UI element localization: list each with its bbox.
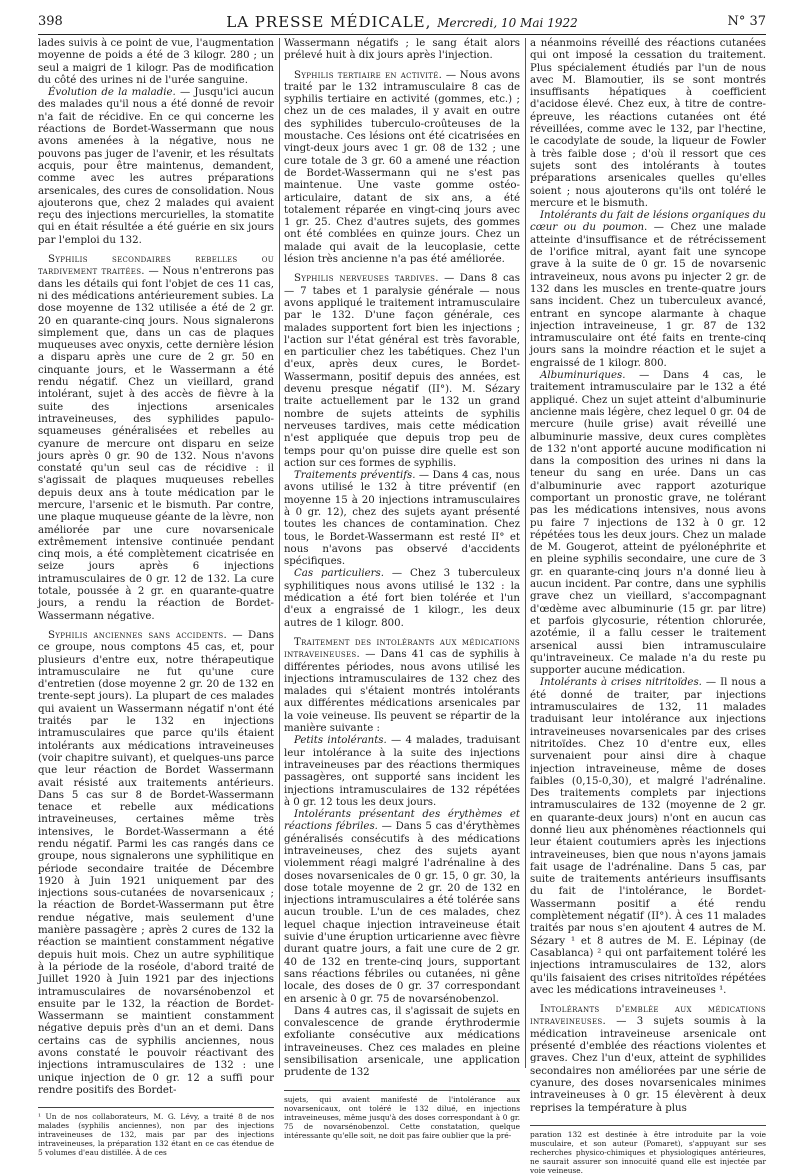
section-heading: Traitement des intolérants aux médications intraveineuses.: [284, 636, 520, 661]
section-heading: Syphilis anciennes sans accidents.: [48, 629, 228, 641]
section-heading: Traitements préventifs.: [294, 470, 416, 482]
paragraph: Cas particuliers. — Chez 3 tuberculeux syphilitiques nous avons utilisé le 132 : la médication a été fort bien tolérée et l'un d'eux a engraissé de 1 kilogr., les deux autres de 1 kilogr. 800.: [284, 568, 520, 629]
paragraph: Syphilis anciennes sans accidents. — Dans ce groupe, nous comptons 45 cas, et, pour plusieurs d'entre eux, notre thérapeutique intramusculaire ne fut qu'une cure d'entretien (dose moyenne 2 gr. 20 de 132 en trente-sept jours). La plupart de ces malades qui avaient un Wassermann négatif n'ont été traités par le 132 en injections intramusculaires que parce qu'ils étaient intolérants aux médications intraveineuses (voir chapitre suivant), et quelques-uns parce que leur réaction de Bordet Wassermann avait résisté aux traitements antérieurs. Dans 5 cas sur 8 de Bordet-Wassermann tenace et rebelle aux médications intraveineuses, certaines même très intensives, le Bordet-Wassermann a été rendu négatif. Parmi les cas rangés dans ce groupe, nous signalerons une syphilitique en période secondaire traitée de Décembre 1920 à Juin 1921 uniquement par des injections sous-cutanées de novarsenicaux ; la réaction de Bordet-Wassermann put être rendue négative, mais seulement d'une manière passagère ; après 2 cures de 132 la réaction se maintient constamment négative depuis huit mois. Chez un autre syphilitique à la période de la roséole, d'abord traité de Juillet 1920 à Juin 1921 par des injections intramusculaires de novarsénobenzol et ensuite par le 132, la réaction de Bordet-Wassermann se maintient constamment négative depuis près d'un an et demi. Dans certains cas de syphilis anciennes, nous avons constaté le pouvoir réactivant des injections intramusculaires de 132 : une unique injection de 0 gr. 12 a suffi pour rendre positifs des Bordet-: [38, 629, 274, 1096]
journal-title: LA PRESSE MÉDICALE,: [226, 13, 432, 31]
column-1: [38, 38, 274, 1158]
issue-date: Mercredi, 10 Mai 1922: [437, 16, 578, 30]
section-heading: Intolérants présentant des érythèmes et réactions fébriles.: [284, 809, 520, 833]
paragraph: Intolérants à crises nitritoïdes. — Il nous a été donné de traiter, par injections intramusculaires de 132, 11 malades traduisant leur intolérance aux injections intraveineuses novarsenicales par des crises nitritoïdes. Chez 10 d'entre eux, elles survenaient pour ainsi dire à chaque injection intraveineuse, même de doses faibles (0,15-0,30), et malgré l'adrénaline. Des traitements complets par injections intramusculaires de 132 (moyenne de 2 gr. en quarante-deux jours) n'ont en aucun cas donné lieu aux phénomènes réactionnels qui leur étaient coutumiers après les injections intraveineuses, bien que nous n'ayons jamais fait usage de l'adrénaline. Dans 5 cas, par suite de traitements antérieurs insuffisants du fait de l'intolérance, le Bordet-Wassermann positif a été rendu complètement négatif (II°). À ces 11 malades traités par nous s'en ajoutent 4 autres de M. Sézary ¹ et 8 autres de M. E. Lépinay (de Casablanca) ² qui ont parfaitement toléré les injections intramusculaires de 132, alors qu'ils faisaient des crises nitritoïdes répétées avec les médications intraveineuses ¹.: [530, 677, 767, 996]
paragraph: Syphilis nerveuses tardives. — Dans 8 cas — 7 tabes et 1 paralysie générale — nous avons appliqué le traitement intramusculaire par le 132. D'une façon générale, ces malades supportent fort bien les injections ; l'action sur l'état général est très favorable, en particulier chez les tabétiques. Chez l'un d'eux, après deux cures, le Bordet-Wassermann, positif depuis des années, est devenu presque négatif (II°). M. Sézary traite actuellement par le 132 un grand nombre de sujets atteints de syphilis nerveuses tardives, mais cette médication n'est appliquée que depuis trop peu de temps pour qu'on puisse dire quelle est son action sur ces formes de syphilis.: [284, 273, 520, 469]
section-heading: Intolérants d'emblée aux médications intraveineuses.: [530, 1004, 766, 1028]
column-2: [284, 38, 520, 1140]
paragraph: Syphilis secondaires rebelles ou tardivement traitées. — Nous n'entrerons pas dans les détails qui font l'objet de ces 11 cas, ni des médications antérieurement subies. La dose moyenne de 132 utilisée a été de 2 gr. 20 en quarante-cinq jours. Nous signalerons simplement que, dans un cas de plaques muqueuses avec onyxis, cette dernière lésion a disparu après une cure de 2 gr. 50 en cinquante jours, et le Wassermann a été rendu négatif. Chez un vieillard, grand intolérant, sujet à des accès de fièvre à la suite des injections arsenicales intraveineuses, des syphilides papulo-squameuses généralisées et rebelles au cyanure de mercure ont disparu en seize jours après 0 gr. 90 de 132. Nous n'avons constaté qu'un seul cas de récidive : il s'agissait de plaques muqueuses rebelles depuis deux ans à toute médication par le mercure, l'arsenic et le bismuth. Par contre, une plaque muqueuse géante de la lèvre, non améliorée par une cure novarsenicale extrêmement intensive continuée pendant cinq mois, a été complètement cicatrisée en seize jours après 6 injections intramusculaires de 0 gr. 12 de 132. La cure totale, poussée à 2 gr. en quarante-quatre jours, a rendu la réaction de Bordet-Wassermann négative.: [38, 254, 274, 622]
section-heading: Syphilis nerveuses tardives.: [294, 273, 439, 285]
paragraph: Dans 4 autres cas, il s'agissait de sujets en convalescence de grande érythrodermie exfoliante consécutive aux médications intraveineuses. Chez ces malades en pleine sensibilisation arsenicale, une application prudente de 132: [284, 1005, 520, 1079]
section-heading: Évolution de la maladie.: [48, 87, 176, 99]
paragraph: lades suivis à ce point de vue, l'augmentation moyenne de poids a été de 3 kilogr. 280 ; un seul a maigri de 1 kilogr. Pas de modification du côté des urines ni de l'urée sanguine.: [38, 38, 274, 86]
journal-title-line: [38, 13, 766, 31]
paragraph: Wassermann négatifs ; le sang était alors prélevé huit à dix jours après l'injection.: [284, 38, 520, 62]
column-3: [530, 38, 767, 1175]
paragraph: Évolution de la maladie. — Jusqu'ici aucun des malades qu'il nous a été donné de revoir n'a fait de récidive. En ce qui concerne les réactions de Bordet-Wassermann que nous avons amenées à la négative, nous ne pouvons pas juger de l'avenir, et les résultats acquis, pour être maintenus, demandent, comme avec les autres préparations arsenicales, des cures de consolidation. Nous ajouterons que, chez 2 malades qui avaient reçu des injections mercurielles, la stomatite qui en était résultée a été guérie en six jours par l'emploi du 132.: [38, 87, 274, 246]
paragraph: Albuminuriques. — Dans 4 cas, le traitement intramusculaire par le 132 a été appliqué. Chez un sujet atteint d'albuminurie ancienne mais légère, chez lequel 0 gr. 04 de mercure (huile grise) avait réveillé une albuminurie massive, deux cures complètes de 132 n'ont apporté aucune modification ni dans la composition des urines ni dans la teneur du sang en urée. Dans un cas d'albuminurie avec rapport azoturique comportant un pronostic grave, ne tolérant pas les médications intensives, nous avons pu faire 7 injections de 132 à 0 gr. 12 répétées tous les deux jours. Chez un malade de M. Gougerot, atteint de pyélonéphrite et en pleine syphilis secondaire, une cure de 3 gr. en quarante-cinq jours n'a donné lieu à aucun incident. Par contre, dans une syphilis grave chez un vieillard, s'accompagnant d'œdème avec albuminurie (15 gr. par litre) et parfois glycosurie, rétention chlorurée, azotémie, il a fallu cesser le traitement arsenical aussi bien intramusculaire qu'intraveineux. Ce malade n'a du reste pu supporter aucune médication.: [530, 370, 766, 677]
paragraph: Syphilis tertiaire en activité. — Nous avons traité par le 132 intramusculaire 8 cas de syphilis tertiaire en activité (gommes, etc.) ; chez un de ces malades, il y avait en outre des syphilides tuberculo-croûteuses de la moustache. Ces lésions ont été cicatrisées en vingt-deux jours avec 1 gr. 08 de 132 ; une cure totale de 3 gr. 60 a amené une réaction de Bordet-Wassermann qui ne s'est pas maintenue. Une vaste gomme ostéo-articulaire, datant de six ans, a été totalement réparée en vingt-cinq jours avec 1 gr. 25. Chez d'autres sujets, des gommes ont été comblées en quinze jours. Chez un malade qui avait de la leucoplasie, cette lésion très ancienne n'a pas été améliorée.: [284, 69, 520, 266]
paragraph: Intolérants du fait de lésions organiques du cœur ou du poumon. — Chez une malade atteinte d'insuffisance et de rétrécissement de l'orifice mitral, ayant fait une syncope grave à la suite de 0 gr. 15 de novarsenic intraveineux, nous avons pu injecter 2 gr. de 132 dans les muscles en trente-quatre jours sans incident. Chez un tuberculeux avancé, entrant en syncope alarmante à chaque injection intraveineuse, 1 gr. 87 de 132 intramusculaire ont été faits en trente-cinq jours sans la moindre réaction et le sujet a engraissé de 1 kilogr. 800.: [530, 210, 766, 369]
footnote-rule: [530, 1125, 766, 1126]
section-heading: Petits intolérants.: [294, 735, 387, 747]
issue-number: N° 37: [727, 14, 766, 29]
section-heading: Intolérants à crises nitritoïdes.: [540, 677, 702, 689]
text-columns: [38, 38, 767, 1175]
footnote: paration 132 est destinée à être introduite par la voie musculaire, et son auteur (Pomaret), s'appuyant sur ses recherches physico-chimiques et physiologiques antérieures, ne saurait assurer son innocuité quand elle est injectée par voie veineuse.: [530, 1129, 766, 1175]
paragraph: Intolérants présentant des érythèmes et réactions fébriles. — Dans 5 cas d'érythèmes généralisés consécutifs à des médications intraveineuses, chez des sujets ayant violemment réagi malgré l'adrénaline à des doses novarsenicales de 0 gr. 15, 0 gr. 30, la dose totale moyenne de 2 gr. 20 de 132 en injections intramusculaires a été tolérée sans aucun trouble. L'un de ces malades, chez lequel chaque injection intraveineuse était suivie d'une éruption urticarienne avec fièvre durant quatre jours, a fait une cure de 2 gr. 40 de 132 en trente-cinq jours, supportant sans réactions fébriles ou cutanées, ni gêne locale, des doses de 0 gr. 37 correspondant en arsenic à 0 gr. 75 de novarsénobenzol.: [284, 809, 520, 1005]
paragraph: Intolérants d'emblée aux médications intraveineuses. — 3 sujets soumis à la médication intraveineuse arsenicale ont présenté d'emblée des réactions violentes et graves. Chez l'un d'eux, atteint de syphilides secondaires non améliorées par une série de cyanure, des doses novarsenicales minimes intraveineuses à 0 gr. 15 élevèrent à deux reprises la température à plus: [530, 1004, 766, 1114]
paragraph: Petits intolérants. — 4 malades, traduisant leur intolérance à la suite des injections intraveineuses par des réactions thermiques passagères, ont supporté sans incident les injections intramusculaires de 132 répétées à 0 gr. 12 tous les deux jours.: [284, 735, 520, 808]
newspaper-page: [38, 12, 767, 1175]
paragraph: Traitements préventifs. — Dans 4 cas, nous avons utilisé le 132 à titre préventif (en moyenne 15 à 20 injections intramusculaires à 0 gr. 12), chez des sujets ayant présenté toutes les chances de contamination. Chez tous, le Bordet-Wassermann est resté II° et nous n'avons pas observé d'accidents spécifiques.: [284, 470, 520, 568]
column-divider: [525, 38, 526, 1068]
section-heading: Albuminuriques.: [540, 370, 626, 382]
section-heading: Cas particuliers.: [294, 568, 384, 580]
footnote-rule: [38, 1107, 274, 1108]
paragraph: Traitement des intolérants aux médications intraveineuses. — Dans 41 cas de syphilis à différentes périodes, nous avons utilisé les injections intramusculaires de 132 chez des malades qui s'étaient montrés intolérants aux différentes médications arsenicales par la voie veineuse. Ils peuvent se répartir de la manière suivante :: [284, 636, 520, 735]
section-heading: Intolérants du fait de lésions organiques du cœur ou du poumon.: [530, 210, 766, 234]
column-divider: [279, 38, 280, 1068]
page-header: [38, 12, 766, 35]
section-heading: Syphilis secondaires rebelles ou tardivement traitées.: [38, 254, 274, 278]
footnote: sujets, qui avaient manifesté de l'intolérance aux novarsenicaux, ont toléré le 132 dilué, en injections intraveineuses, même jusqu'à des doses correspondant à 0 gr. 75 de novarsénobenzol. Cette constatation, quelque intéressante qu'elle soit, ne doit pas faire oublier que la pré-: [284, 1094, 520, 1140]
footnote: ¹ Un de nos collaborateurs, M. G. Lévy, a traité 8 de nos malades (syphilis anciennes), non par des injections intraveineuses de 132, mais par par des injections intraveineuses, la préparation 132 étant en ce cas étendue de 5 volumes d'eau distillée. À de ces: [38, 1112, 274, 1158]
page-number: 398: [38, 14, 63, 29]
paragraph: a néanmoins réveillé des réactions cutanées qui ont imposé la cessation du traitement. Plus spécialement étudiés par l'un de nous avec M. Blamoutier, ils se sont montrés insuffisants hépatiques à coefficient d'acidose élevé. Chez eux, à titre de contre-épreuve, les réactions cutanées ont été réveillées, comme avec le 132, par l'hectine, le cacodylate de soude, la liqueur de Fowler à très faible dose ; d'où il ressort que ces sujets sont des intolérants à toutes préparations arsenicales quelles qu'elles soient ; nous ajouterons qu'ils ont toléré le mercure et le bismuth.: [530, 38, 766, 209]
footnote-rule: [284, 1090, 520, 1091]
section-heading: Syphilis tertiaire en activité.: [294, 69, 443, 81]
